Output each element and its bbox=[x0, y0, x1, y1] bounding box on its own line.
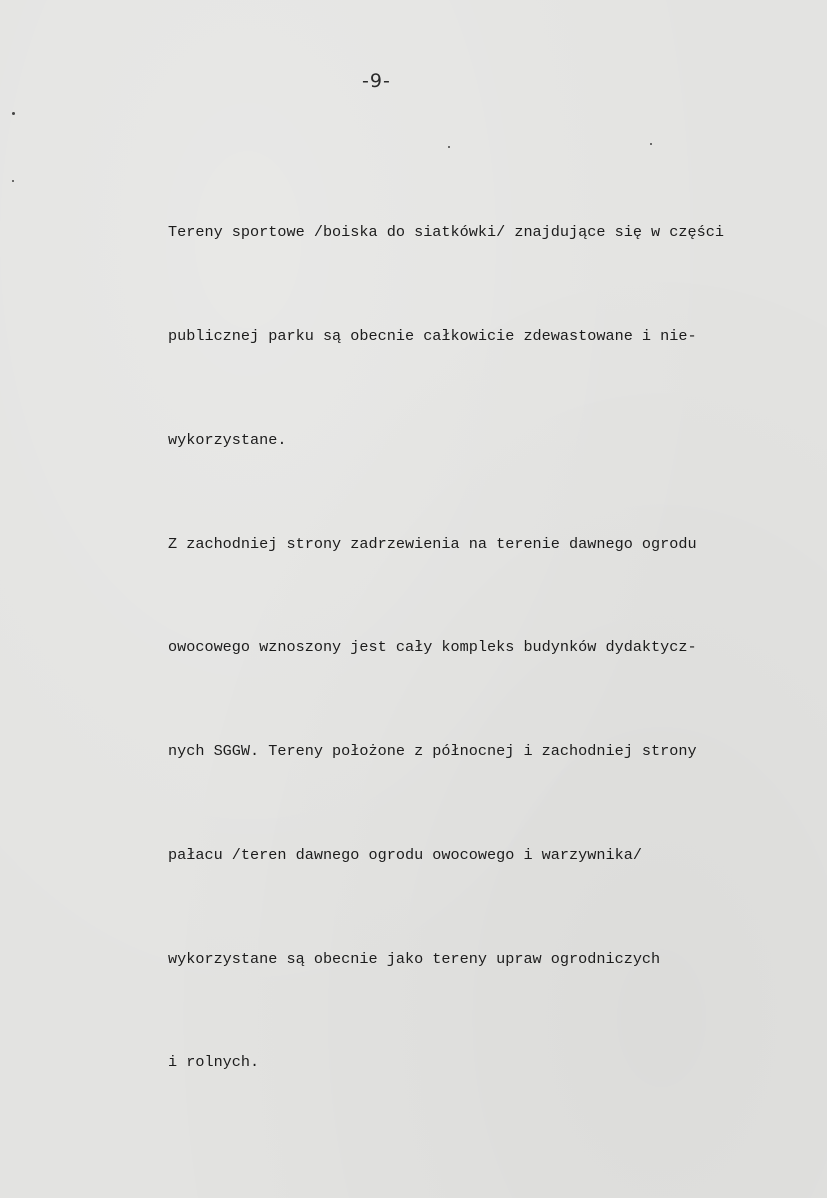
text-line: Z zachodniej strony zadrzewienia na terenie dawnego ogrodu bbox=[168, 534, 697, 553]
text-line: wykorzystane. bbox=[168, 430, 287, 449]
text-line: i rolnych. bbox=[168, 1053, 260, 1072]
text-line: wykorzystane są obecnie jako tereny upraw ogrodniczych bbox=[168, 949, 661, 968]
typed-text-block bbox=[168, 146, 818, 1149]
text-line: Tereny sportowe /boiska do siatkówki/ znajdujące się w części bbox=[168, 223, 724, 242]
text-line: publicznej parku są obecnie całkowicie zdewastowane i nie- bbox=[168, 326, 697, 345]
text-line: owocowego wznoszony jest cały kompleks budynków dydaktycz- bbox=[168, 638, 697, 657]
paper-speck bbox=[650, 143, 652, 145]
paper-speck bbox=[12, 180, 14, 182]
paper-speck bbox=[12, 112, 15, 115]
text-line: pałacu /teren dawnego ogrodu owocowego i warzywnika/ bbox=[168, 845, 642, 864]
page-number: -9- bbox=[362, 70, 391, 92]
paper-speck bbox=[448, 146, 450, 148]
text-line: nych SGGW. Tereny położone z północnej i zachodniej strony bbox=[168, 742, 697, 761]
